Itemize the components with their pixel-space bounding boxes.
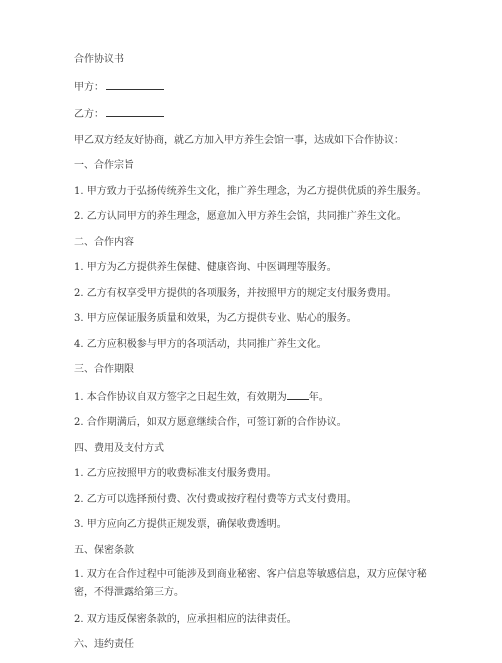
section-3-item-1-pre: 1. 本合作协议自双方签字之日起生效，有效期为 <box>74 391 287 403</box>
section-1-item-1: 1. 甲方致力于弘扬传统养生文化，推广养生理念，为乙方提供优质的养生服务。 <box>74 185 427 197</box>
party-a-line <box>74 78 434 96</box>
party-a-label: 甲方： <box>74 81 104 93</box>
section-2-item-2: 2. 乙方有权享受甲方提供的各项服务，并按照甲方的规定支付服务费用。 <box>74 287 397 299</box>
section-2-item-3: 3. 甲方应保证服务质量和效果，为乙方提供专业、贴心的服务。 <box>74 313 357 324</box>
section-3-item-2: 2. 合作期满后，如双方愿意继续合作，可签订新的合作协议。 <box>74 417 347 428</box>
section-2-heading: 二、合作内容 <box>74 236 134 248</box>
section-5-item-2: 2. 双方违反保密条款的，应承担相应的法律责任。 <box>74 613 297 625</box>
section-2-item-4: 4. 乙方应积极参与甲方的各项活动，共同推广养生文化。 <box>74 338 327 350</box>
section-3-item-1 <box>74 388 434 406</box>
party-a-blank <box>106 78 164 90</box>
section-3-item-1-post: 年。 <box>308 391 329 403</box>
section-5-item-1: 1. 双方在合作过程中可能涉及到商业秘密、客户信息等敏感信息，双方应保守秘密，不得泄露给第三方。 <box>74 569 427 598</box>
section-4-item-2: 2. 乙方可以选择预付费、次付费或按疗程付费等方式支付费用。 <box>74 493 357 505</box>
section-4-item-1: 1. 乙方应按照甲方的收费标准支付服务费用。 <box>74 468 277 479</box>
section-4-heading: 四、费用及支付方式 <box>74 442 164 454</box>
party-b-line <box>74 105 434 123</box>
section-3-heading: 三、合作期限 <box>74 364 134 375</box>
section-1-item-2: 2. 乙方认同甲方的养生理念，愿意加入甲方养生会馆，共同推广养生文化。 <box>74 211 407 222</box>
document-title: 合作协议书 <box>74 54 124 65</box>
section-6-heading: 六、违约责任 <box>74 639 134 650</box>
section-5-heading: 五、保密条款 <box>74 544 134 556</box>
section-2-item-1: 1. 甲方为乙方提供养生保健、健康咨询、中医调理等服务。 <box>74 262 337 273</box>
term-years-blank <box>287 388 309 400</box>
section-4-item-3: 3. 甲方应向乙方提供正规发票，确保收费透明。 <box>74 519 287 530</box>
party-b-blank <box>106 105 164 117</box>
section-1-heading: 一、合作宗旨 <box>74 160 134 171</box>
contract-document <box>74 52 434 663</box>
intro-paragraph: 甲乙双方经友好协商，就乙方加入甲方养生会馆一事，达成如下合作协议： <box>74 134 404 146</box>
party-b-label: 乙方： <box>74 109 104 120</box>
